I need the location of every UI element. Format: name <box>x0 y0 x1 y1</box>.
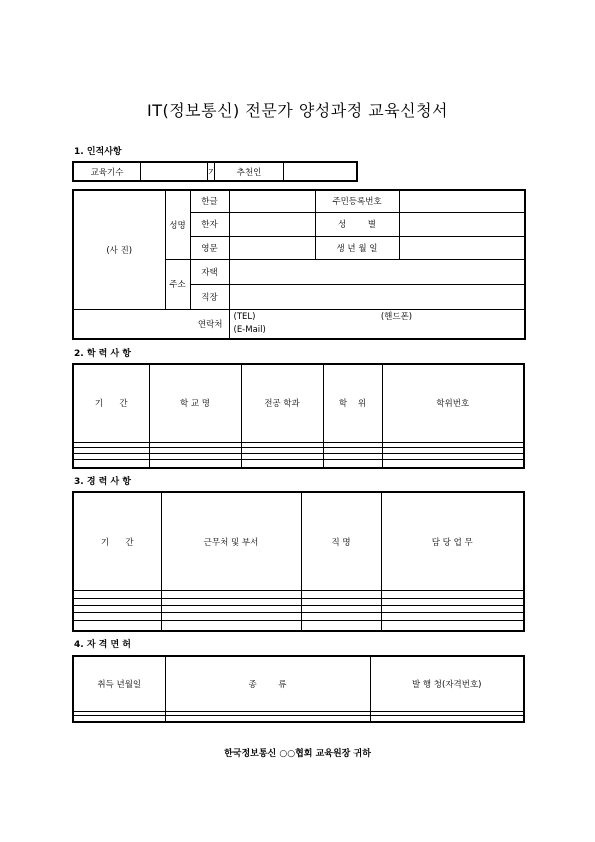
address-label: 주소 <box>165 259 190 309</box>
resident-no-input[interactable] <box>399 190 525 212</box>
license-header-cell: 발 행 청(자격번호) <box>370 656 524 712</box>
career-row <box>73 620 524 631</box>
career-row <box>73 591 524 598</box>
career-cell[interactable] <box>161 598 301 605</box>
name-english-input[interactable] <box>229 236 315 259</box>
career-row <box>73 613 524 620</box>
career-cell[interactable] <box>301 613 381 620</box>
license-header-row <box>73 656 524 712</box>
cohort-label: 교육기수 <box>73 162 141 181</box>
education-cell[interactable] <box>382 459 524 468</box>
education-header-cell: 학 교 명 <box>149 364 241 442</box>
education-header-cell: 기 간 <box>73 364 149 442</box>
personal-info-table <box>72 189 526 340</box>
license-table <box>72 655 525 723</box>
career-header-cell: 근무처 및 부서 <box>161 492 301 591</box>
career-cell[interactable] <box>161 605 301 612</box>
license-header-cell: 취득 년월일 <box>73 656 165 712</box>
name-hanja-input[interactable] <box>229 212 315 236</box>
contact-input[interactable] <box>229 309 525 339</box>
career-header-cell: 담 당 업 무 <box>381 492 524 591</box>
career-cell[interactable] <box>73 620 161 631</box>
education-cell[interactable] <box>149 459 241 468</box>
section-career-heading: 3. 경 력 사 항 <box>74 477 131 487</box>
photo-box[interactable]: (사 진) <box>73 190 165 309</box>
birth-input[interactable] <box>399 236 525 259</box>
education-cell[interactable] <box>323 459 382 468</box>
education-header-cell: 학위번호 <box>382 364 524 442</box>
career-header-row <box>73 492 524 591</box>
license-cell[interactable] <box>370 716 524 722</box>
name-english-label: 영문 <box>190 236 229 259</box>
email-label: (E-Mail) <box>233 324 266 335</box>
gender-input[interactable] <box>399 212 525 236</box>
name-korean-label: 한글 <box>190 190 229 212</box>
career-cell[interactable] <box>73 598 161 605</box>
career-cell[interactable] <box>381 598 524 605</box>
license-header-cell: 종 류 <box>165 656 370 712</box>
career-table <box>72 491 525 632</box>
education-header-cell: 학 위 <box>323 364 382 442</box>
recommender-label: 추천인 <box>215 162 284 181</box>
career-header-cell: 기 간 <box>73 492 161 591</box>
license-cell[interactable] <box>165 716 370 722</box>
license-row <box>73 716 524 722</box>
career-cell[interactable] <box>301 598 381 605</box>
career-row <box>73 598 524 605</box>
education-cell[interactable] <box>241 459 323 468</box>
home-address-input[interactable] <box>229 259 525 284</box>
cohort-unit: 기 <box>208 162 215 181</box>
career-cell[interactable] <box>381 591 524 598</box>
home-label: 자택 <box>190 259 229 284</box>
career-header-cell: 직 명 <box>301 492 381 591</box>
education-cell[interactable] <box>73 459 149 468</box>
career-cell[interactable] <box>381 613 524 620</box>
education-header-cell: 전공 학과 <box>241 364 323 442</box>
career-cell[interactable] <box>161 591 301 598</box>
career-cell[interactable] <box>301 620 381 631</box>
section-education-heading: 2. 학 력 사 항 <box>74 349 131 359</box>
career-cell[interactable] <box>73 591 161 598</box>
career-cell[interactable] <box>161 620 301 631</box>
work-address-input[interactable] <box>229 284 525 309</box>
license-cell[interactable] <box>73 716 165 722</box>
education-row <box>73 459 524 468</box>
work-label: 직장 <box>190 284 229 309</box>
career-row <box>73 605 524 612</box>
career-cell[interactable] <box>301 591 381 598</box>
birth-label: 생 년 월 일 <box>315 236 399 259</box>
career-cell[interactable] <box>73 613 161 620</box>
contact-label: 연락처 <box>165 309 229 339</box>
gender-label: 성 별 <box>315 212 399 236</box>
career-cell[interactable] <box>381 605 524 612</box>
career-cell[interactable] <box>381 620 524 631</box>
page-title: IT(정보통신) 전문가 양성과정 교육신청서 <box>146 101 449 120</box>
footer-addressee: 한국정보통신 ○○협회 교육원장 귀하 <box>224 749 371 759</box>
career-cell[interactable] <box>73 605 161 612</box>
education-header-row <box>73 364 524 442</box>
tel-label: (TEL) <box>233 311 256 322</box>
career-cell[interactable] <box>301 605 381 612</box>
section-license-heading: 4. 자 격 면 허 <box>74 640 131 650</box>
career-cell[interactable] <box>161 613 301 620</box>
recommender-input[interactable] <box>284 162 358 181</box>
name-label: 성명 <box>165 190 190 259</box>
education-table <box>72 363 525 469</box>
cohort-table <box>72 161 358 182</box>
name-hanja-label: 한자 <box>190 212 229 236</box>
mobile-label: (핸드폰) <box>380 311 413 322</box>
name-korean-input[interactable] <box>229 190 315 212</box>
cohort-input[interactable] <box>141 162 208 181</box>
resident-no-label: 주민등록번호 <box>315 190 399 212</box>
section-personal-heading: 1. 인적사항 <box>74 147 122 157</box>
